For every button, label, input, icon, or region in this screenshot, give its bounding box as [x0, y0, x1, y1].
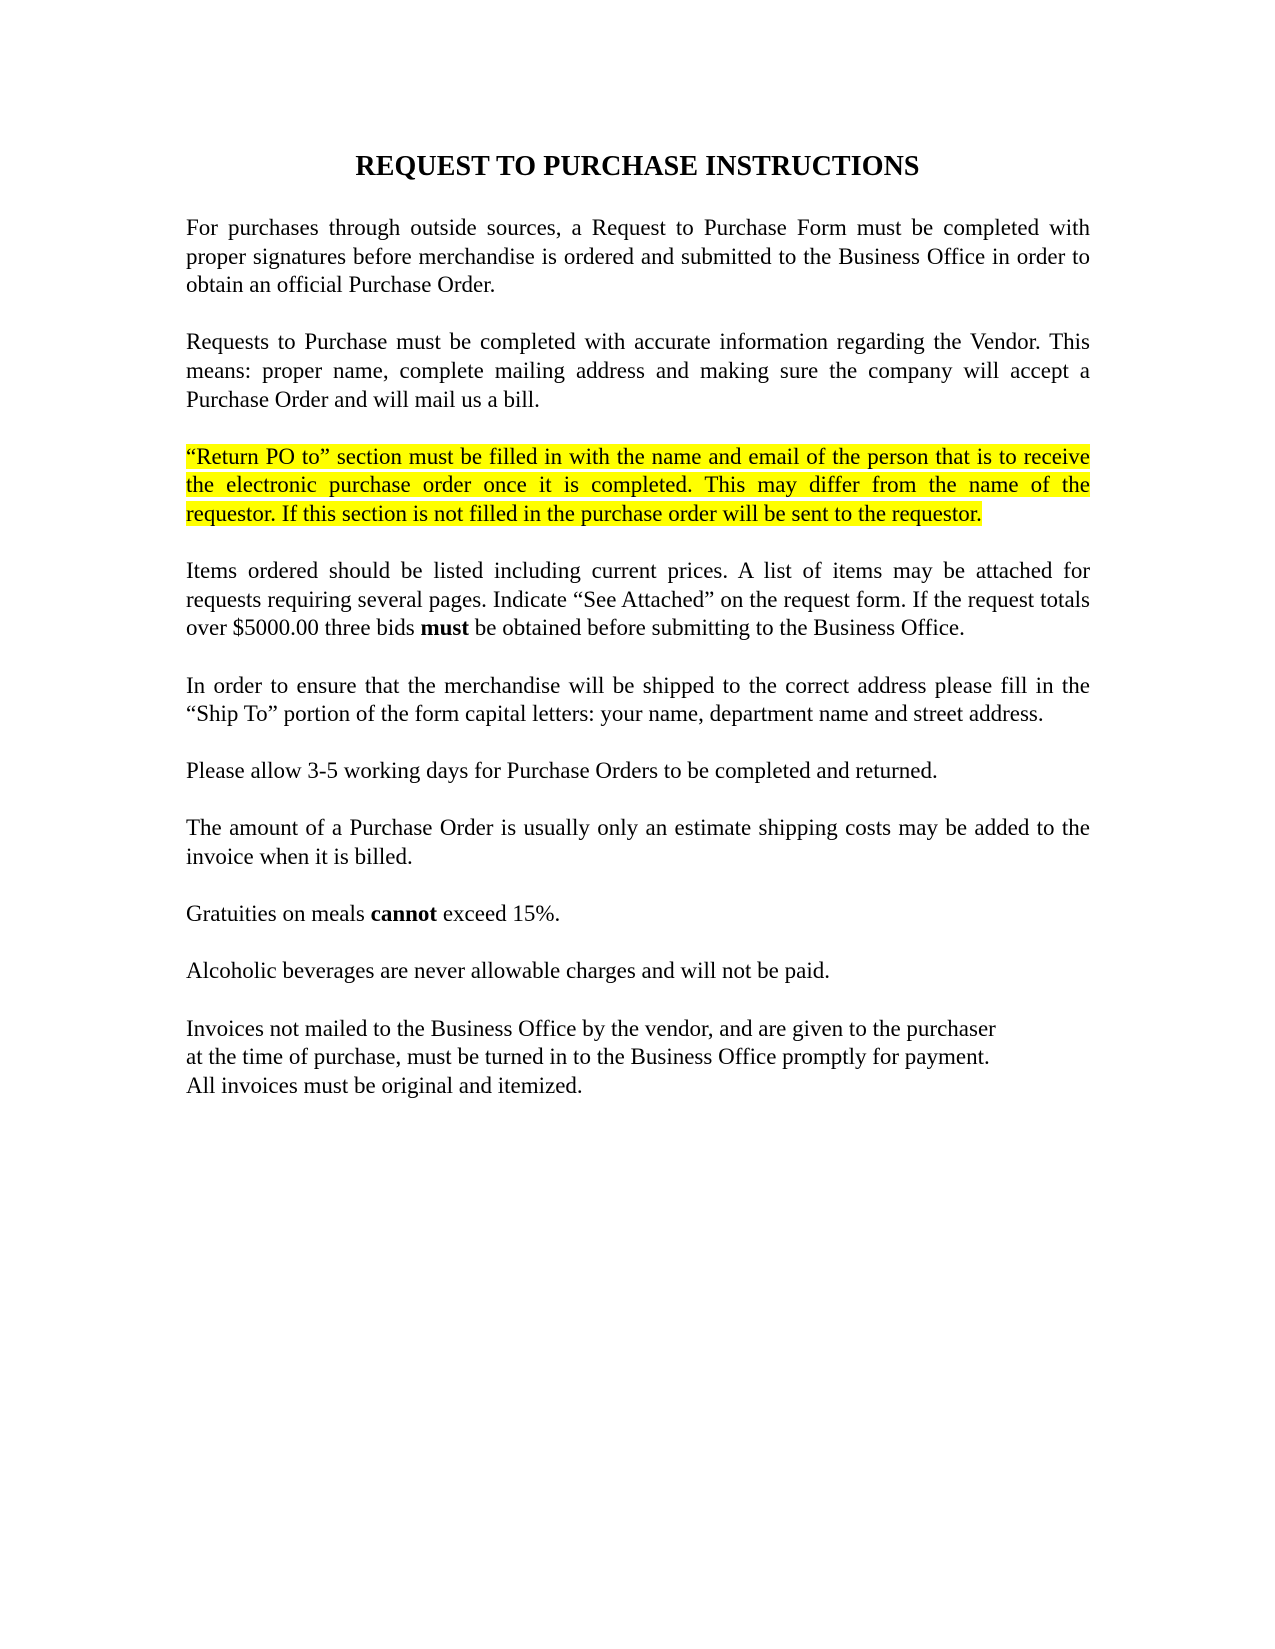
gratuities-text-before: Gratuities on meals [186, 901, 371, 927]
paragraph-gratuities [186, 900, 1090, 929]
items-text-after: be obtained before submitting to the Business Office. [469, 615, 965, 641]
paragraph-po-amount: The amount of a Purchase Order is usually only an estimate shipping costs may be added to the invoice when it is billed. [186, 815, 1090, 870]
paragraph-outside-sources: For purchases through outside sources, a Request to Purchase Form must be completed with proper signatures before merchandise is ordered and submitted to the Business Office in order to obtain an official Purchase Order. [186, 215, 1090, 298]
invoices-line-2: at the time of purchase, must be turned in to the Business Office promptly for payment. [186, 1044, 990, 1070]
emphasis-must: must [420, 615, 469, 641]
invoices-line-1: Invoices not mailed to the Business Office by the vendor, and are given to the purchaser [186, 1015, 996, 1041]
items-text-before: Items ordered should be listed including current prices. A list of items may be attached for requests requiring several pages. Indicate “See Attached” on the request form. If the request totals over $5000.00 three bids [186, 558, 1090, 641]
paragraph-return-po [186, 443, 1090, 529]
invoices-line-3: All invoices must be original and itemized. [186, 1072, 583, 1098]
paragraph-working-days: Please allow 3-5 working days for Purchase Orders to be completed and returned. [186, 758, 938, 784]
paragraph-ship-to: In order to ensure that the merchandise will be shipped to the correct address please fill in the “Ship To” portion of the form capital letters: your name, department name and street address. [186, 672, 1090, 727]
paragraph-alcohol: Alcoholic beverages are never allowable charges and will not be paid. [186, 958, 830, 984]
highlighted-text: “Return PO to” section must be filled in with the name and email of the person that is to receive the electronic purchase order once it is completed. This may differ from the name of the requestor. If this section is not filled in the purchase order will be sent to the requestor. [186, 443, 1090, 526]
paragraph-vendor-info: Requests to Purchase must be completed with accurate information regarding the Vendor. This means: proper name, complete mailing address and making sure the company will accept a Purchase Order and will mail us a bill. [186, 329, 1090, 412]
document-title: REQUEST TO PURCHASE INSTRUCTIONS [355, 151, 920, 182]
gratuities-text-after: exceed 15%. [437, 901, 561, 927]
emphasis-cannot: cannot [370, 901, 438, 927]
document-body [186, 214, 1090, 1129]
paragraph-items-ordered [186, 557, 1090, 643]
paragraph-invoices [186, 1015, 1090, 1101]
